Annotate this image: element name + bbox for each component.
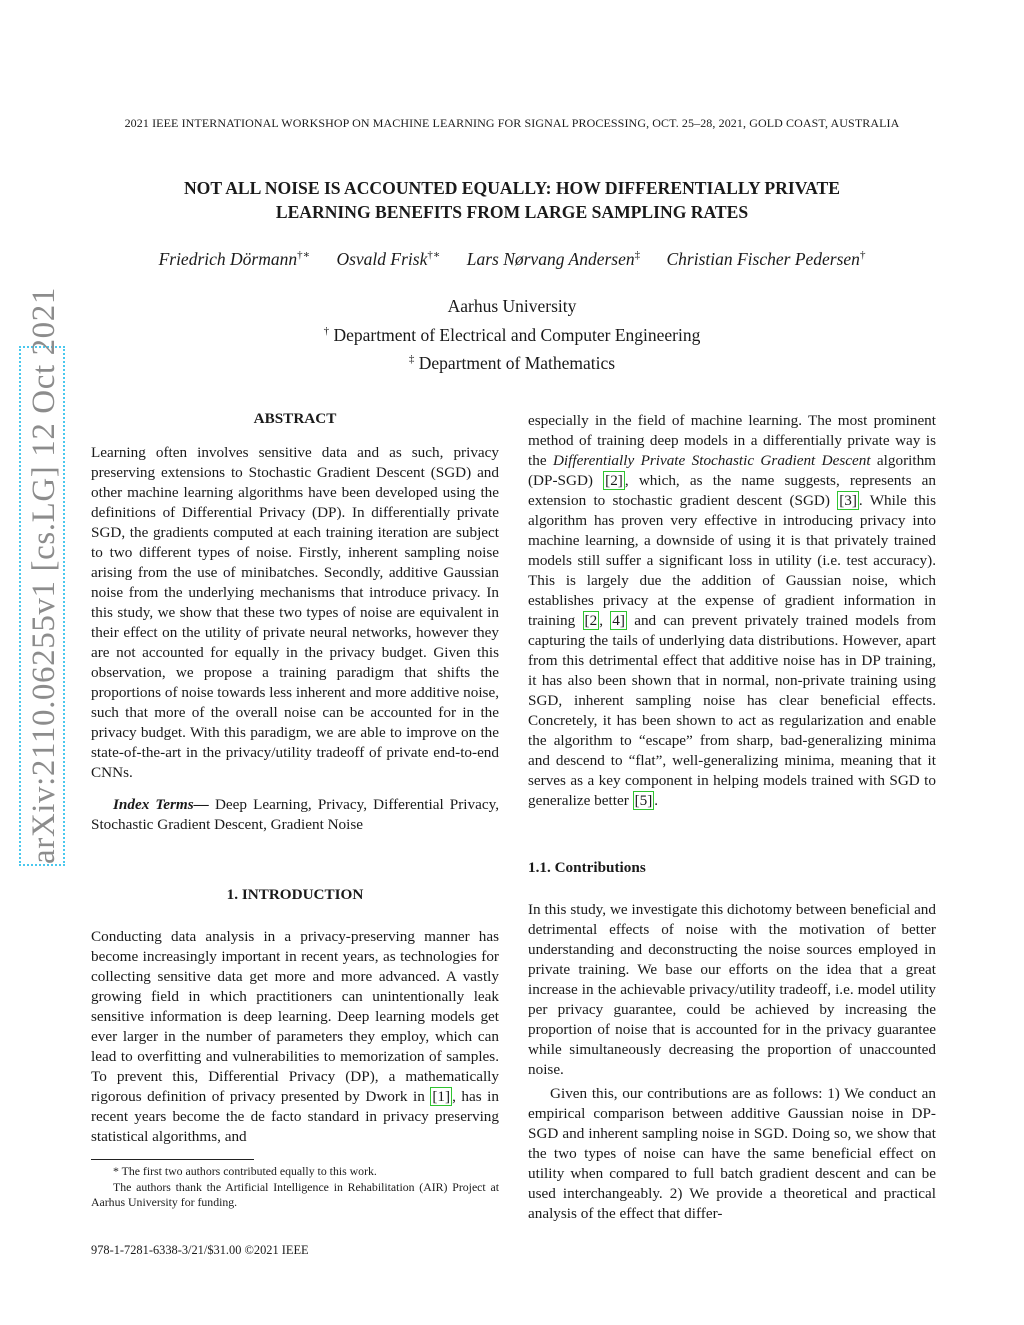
affiliations <box>80 294 944 375</box>
university: Aarhus University <box>447 296 577 316</box>
footnote-equal-contribution: * The first two authors contributed equally to this work. <box>113 1164 377 1178</box>
index-terms: Index Terms— Deep Learning, Privacy, Differential Privacy, Stochastic Gradient Descent, Gradient Noise <box>91 796 500 833</box>
introduction-continued <box>528 411 936 811</box>
citation-link[interactable]: 4] <box>612 612 625 629</box>
abstract-section <box>91 409 499 835</box>
title-line-1: NOT ALL NOISE IS ACCOUNTED EQUALLY: HOW DIFFERENTIALLY PRIVATE <box>183 178 841 198</box>
conference-header: 2021 IEEE INTERNATIONAL WORKSHOP ON MACHINE LEARNING FOR SIGNAL PROCESSING, OCT. 25–28, 2021, GOLD COAST, AUSTRALIA <box>124 116 900 130</box>
introduction-paragraph: Conducting data analysis in a privacy-preserving manner has become increasingly important in recent years, as technologies for collecting sensitive data get more and more advanced. A vastly growing field in which practitioners can unintentionally leak sensitive information is deep learning. Deep learning models get ever larger in the number of parameters they employ, which can lead to overfitting and vulnerabilities to memorization of samples. To prevent this, Differential Privacy (DP), a mathematically rigorous definition of privacy presented by Dwork in [1] , has in recent years become the de facto standard in privacy preserving statistical algorithms, and <box>91 928 499 1145</box>
citation-link[interactable]: [2] <box>605 472 623 489</box>
introduction-section <box>91 885 499 1147</box>
department-1: † Department of Electrical and Computer Engineering <box>323 324 701 345</box>
citation-link[interactable]: [2 <box>584 612 598 629</box>
title-line-2: LEARNING BENEFITS FROM LARGE SAMPLING RATES <box>275 202 749 222</box>
author: Lars Nørvang Andersen‡ <box>466 248 641 269</box>
author-list <box>80 248 944 270</box>
contributions-paragraph-1: In this study, we investigate this dichotomy between beneficial and detrimental effects of noise with the motivation of better understanding and deconstructing the noise sources employed in private training. We base our efforts on the idea that a great increase in the achievable privacy/utility tradeoff, i.e. model utility per privacy guarantee, could be achieved by increasing the proportion of noise that is accounted for in the privacy guarantee while simultaneously decreasing the proportion of unaccounted noise. <box>528 901 936 1078</box>
citation-link[interactable]: [1] <box>432 1088 451 1105</box>
introduction-heading: 1. INTRODUCTION <box>226 886 364 903</box>
arxiv-stamp[interactable]: arXiv:2110.06255v1 [cs.LG] 12 Oct 2021 <box>19 346 65 866</box>
footnote-funding: The authors thank the Artificial Intelligence in Rehabilitation (AIR) Project at Aarhus University for funding. <box>91 1179 499 1209</box>
author: Osvald Frisk†∗ <box>336 248 441 269</box>
footnotes <box>91 1164 499 1211</box>
citation-link[interactable]: [5] <box>634 792 653 809</box>
footnote-divider <box>91 1159 254 1160</box>
author: Christian Fischer Pedersen† <box>666 248 866 269</box>
abstract-body: Learning often involves sensitive data and as such, privacy preserving extensions to Stochastic Gradient Descent (SGD) and other machine learning algorithms have been developed using the definitions of Differential Privacy (DP). In differentially private SGD, the gradients computed at each training iteration are subject to two different types of noise. Firstly, inherent sampling noise arising from the use of minibatches. Secondly, additive Gaussian noise from the underlying mechanisms that introduce privacy. In this study, we show that these two types of noise are equivalent in their effect on the utility of private neural networks, however they are not accounted for equally in the privacy budget. Given this observation, we propose a training paradigm that shifts the proportions of noise towards less inherent and more additive noise, such that more of the overall noise can be accounted for in the privacy budget. With this paradigm, we are able to improve on the state-of-the-art in the privacy/utility tradeoff of private end-to-end CNNs. <box>91 444 499 781</box>
contributions-heading: 1.1. Contributions <box>528 859 646 876</box>
paper-title <box>80 176 944 224</box>
author: Friedrich Dörmann†∗ <box>158 248 311 269</box>
introduction-paragraph-continued: especially in the field of machine learning. The most prominent method of training deep models in a differentially private way is the Differentially Private Stochastic Gradient Descent algorithm (DP-SGD) [2] , which, as the name suggests, represents an extension to stochastic gradient descent (SGD) [3] . While this algorithm has proven very effective in introducing privacy into machine learning, a downside of using it is that privately trained models still suffer a significant loss in utility (i.e. test accuracy). This is largely due the addition of Gaussian noise, which establishes privacy at the expense of gradient information in training [2 , 4] and can prevent privately trained models from capturing the tails of underlying data distributions. However, apart from this detrimental effect that additive noise has in DP training, it has also been shown that in normal, non-private training using SGD, inherent sampling noise has clear beneficial effects. Concretely, it has been shown to act as regularization and enable the algorithm to “escape” from sharp, bad-generalizing minima and descend to “flat”, well-generalizing minima, meaning that it serves as a key component in helping models trained with SGD to generalize better [5] . <box>528 412 937 809</box>
copyright-notice: 978-1-7281-6338-3/21/$31.00 ©2021 IEEE <box>91 1243 309 1257</box>
contributions-paragraph-2: Given this, our contributions are as follows: 1) We conduct an empirical comparison between additive Gaussian noise in DP-SGD and inherent sampling noise in SGD. Doing so, we show that the two types of noise can have the same beneficial effect on utility when compared to full batch gradient descent and can be used interchangeably. 2) We provide a theoretical and practical analysis of the effect that differ- <box>528 1085 936 1222</box>
citation-link[interactable]: [3] <box>839 492 857 509</box>
contributions-section <box>528 858 936 1224</box>
abstract-heading: ABSTRACT <box>253 410 337 427</box>
department-2: ‡ Department of Mathematics <box>408 352 616 373</box>
